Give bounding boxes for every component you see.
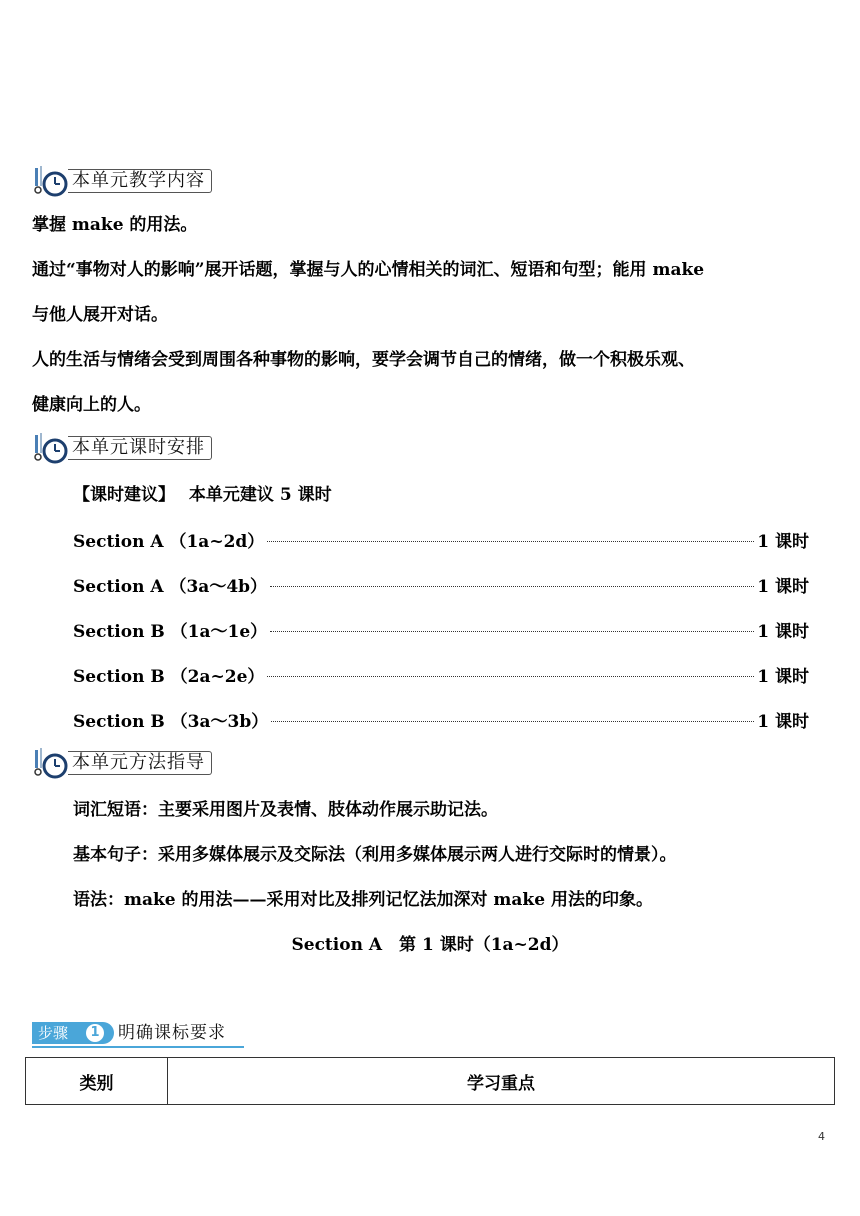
content-paragraph-2-line-1: 通过“事物对人的影响”展开话题，掌握与人的心情相关的词汇、短语和句型；能用 make bbox=[32, 260, 705, 280]
method-sentence: 基本句子：采用多媒体展示及交际法（利用多媒体展示两人进行交际时的情景）。 bbox=[73, 845, 677, 865]
step-badge bbox=[32, 1022, 244, 1048]
schedule-row bbox=[73, 617, 809, 641]
schedule-suggestion-text: 本单元建议 5 课时 bbox=[188, 485, 332, 505]
requirements-table bbox=[25, 1057, 835, 1105]
schedule-row bbox=[73, 662, 809, 686]
clock-icon bbox=[32, 748, 72, 780]
clock-icon bbox=[32, 166, 72, 198]
section-header-title: 本单元教学内容 bbox=[68, 169, 212, 193]
schedule-row-section: Section A （3a～4b） bbox=[73, 576, 268, 597]
content-paragraph-1: 掌握 make 的用法。 bbox=[32, 215, 198, 235]
schedule-row bbox=[73, 572, 809, 596]
leader-dots bbox=[267, 676, 754, 677]
clock-icon bbox=[32, 433, 72, 465]
schedule-row-section: Section A （1a~2d） bbox=[73, 531, 265, 552]
content-paragraph-3-line-2: 健康向上的人。 bbox=[32, 395, 151, 415]
content-paragraph-2-line-2: 与他人展开对话。 bbox=[32, 305, 168, 325]
schedule-suggestion bbox=[73, 484, 332, 506]
schedule-row-hours: 1 课时 bbox=[757, 531, 809, 552]
leader-dots bbox=[267, 541, 754, 542]
table-header-focus: 学习重点 bbox=[168, 1058, 835, 1105]
method-grammar: 语法：make 的用法——采用对比及排列记忆法加深对 make 用法的印象。 bbox=[73, 890, 653, 910]
leader-dots bbox=[270, 586, 754, 587]
method-vocab: 词汇短语：主要采用图片及表情、肢体动作展示助记法。 bbox=[73, 800, 498, 820]
table-header-row bbox=[26, 1058, 835, 1105]
section-header-title: 本单元方法指导 bbox=[68, 751, 212, 775]
section-header-title: 本单元课时安排 bbox=[68, 436, 212, 460]
leader-dots bbox=[271, 721, 754, 722]
table-header-category: 类别 bbox=[26, 1058, 168, 1105]
schedule-row-hours: 1 课时 bbox=[757, 666, 809, 687]
schedule-row bbox=[73, 707, 809, 731]
schedule-row-section: Section B （3a～3b） bbox=[73, 711, 269, 732]
step-label: 明确课标要求 bbox=[118, 1023, 226, 1043]
content-paragraph-3-line-1: 人的生活与情绪会受到周围各种事物的影响，要学会调节自己的情绪，做一个积极乐观、 bbox=[32, 350, 695, 370]
schedule-row-hours: 1 课时 bbox=[757, 621, 809, 642]
step-underline bbox=[32, 1046, 244, 1048]
schedule-row-section: Section B （1a～1e） bbox=[73, 621, 268, 642]
leader-dots bbox=[270, 631, 754, 632]
step-number: 1 bbox=[86, 1024, 104, 1042]
schedule-row bbox=[73, 527, 809, 551]
schedule-row-section: Section B （2a~2e） bbox=[73, 666, 265, 687]
lesson-title: Section A 第 1 课时（1a~2d） bbox=[291, 935, 569, 955]
schedule-suggestion-label: 【课时建议】 bbox=[73, 485, 175, 505]
schedule-row-hours: 1 课时 bbox=[757, 576, 809, 597]
schedule-row-hours: 1 课时 bbox=[757, 711, 809, 732]
page-number: 4 bbox=[818, 1130, 825, 1143]
step-tag-text: 步骤 bbox=[38, 1024, 69, 1042]
